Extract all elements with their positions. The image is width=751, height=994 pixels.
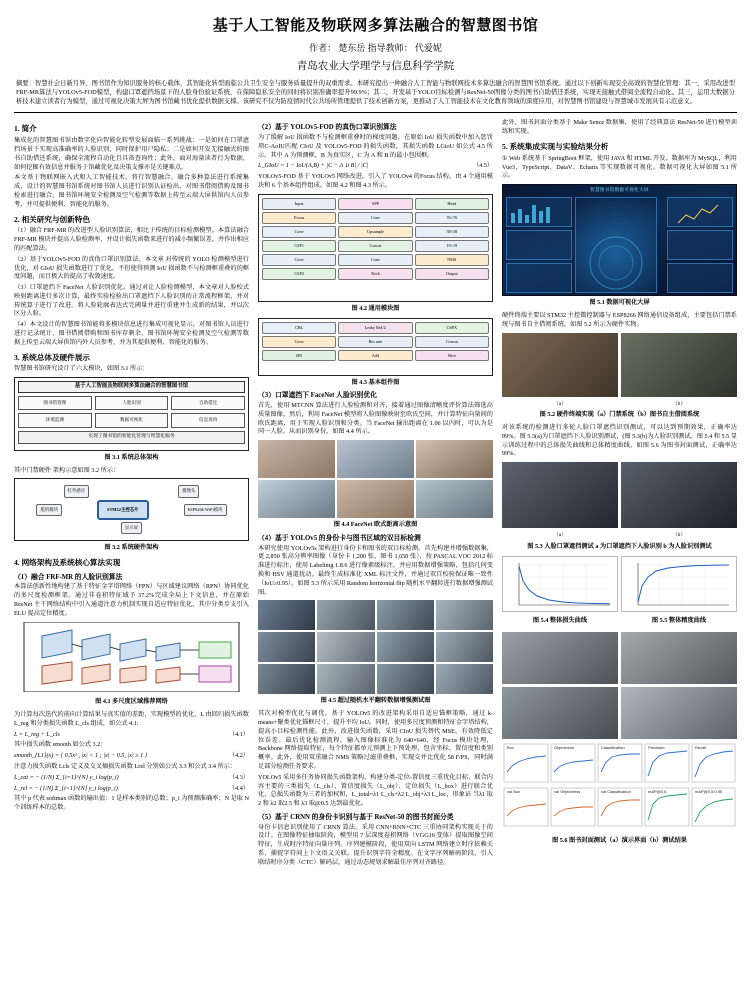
comp-box-conv: Conv: [262, 336, 336, 348]
intro-paragraph-1: 集成化的智慧图书馆由数字化向智能化转型发展面临一系列挑战：一是如何在口罩遮挡场景下实现高准确率的人脸识别，同时保护用户隐私；二是如何开发无接触式的图书自助借还系统，确保全流程自动化且具备查询性；此外，面对海量读者行为数据，如何挖掘有效信息并服务于馆藏优化及决策支撑亦是关键难点。: [14, 137, 249, 171]
svg-text:Box: Box: [507, 745, 514, 751]
hw-row-bottom: [19, 522, 244, 534]
yolofod-paragraph-1: 为了缓解 IoU 损函数不与检测框重叠时的梯度问题，在原始 IoU 损失函数中加入惩罚项C-AoIU匹配 CIoU 及 YOLOv5-FOD 的损失函数，其损失函数 LGioU 如公式 4.5 所示。其中 A 为预测框，B 为真实区，C 为 A 和 B 的最小包围框。: [258, 134, 493, 159]
comp-col-2: [338, 322, 412, 372]
comp-box-res: Res unit: [338, 336, 412, 348]
yolo-box-spp: SPP: [338, 198, 412, 210]
yolo-box-pred1: 76×76: [415, 212, 489, 224]
facenet-sample-1: [337, 440, 414, 478]
hw-node-3: ESP8266 WiFi模块: [184, 504, 227, 516]
facenet-sample-0: [258, 440, 335, 478]
arch-row-2: [18, 413, 245, 428]
network-paragraph-3: 其中损失函数 smooth 如公式 3.2：: [14, 741, 107, 749]
hw-node-4: 显示屏: [121, 522, 142, 534]
hardware-sublabel-a: （a）: [553, 400, 567, 407]
svg-text:mAP@0.5: mAP@0.5: [648, 789, 667, 795]
svg-text:val Box: val Box: [507, 789, 521, 795]
subsection-yolofod: （2）基于 YOLOv5-FOD 的真伪口罩识别算法: [258, 124, 397, 132]
loss-curve-svg: [503, 557, 617, 613]
network-paragraph-2: 为计算每次迭代的前向计算结果与真实值的差距，实现模型的优化，L 由回归损失函数L_reg 和分类损失函数 L_cls 组成，如公式 4.1:: [14, 711, 249, 727]
network-paragraph-4: 注意力损失函数 Lcls 定义及交叉熵损失函数 Lrel 分别如公式 3.3 和公式 3.4 所示：: [14, 763, 237, 771]
dashboard-decor-svg: [503, 185, 736, 296]
rpn-diagram-svg: [14, 622, 249, 692]
facenet-sample-3: [258, 480, 335, 518]
yolo-box-output: Output: [415, 268, 489, 280]
figure-caption-5-4: 图 5.4 整体损失曲线: [532, 616, 588, 624]
equation-4-2-body: smooth_{L1}(x) = { 0.5x² , |x| < 1 ; |x| − 0.5, |x| ≥ 1 }: [14, 752, 148, 760]
page-title: 基于人工智能及物联网多算法融合的智慧图书馆: [212, 18, 539, 34]
arch-cell-0: 图书馆管理: [18, 396, 92, 411]
svg-text:Precision: Precision: [648, 745, 665, 751]
section-heading-results: 5. 系统集成实现与实验结果分析: [502, 141, 609, 151]
figure-caption-5-5: 图 5.5 整体精度曲线: [651, 616, 707, 624]
equation-4-1-number: （4.1）: [228, 730, 249, 738]
arch-cell-3: 环境监测: [18, 413, 92, 428]
comp-box-cbl: CBL: [262, 322, 336, 334]
figure-caption-5-2: 图 5.2 硬件终端实现（a）门禁系统（b）图书自主借阅系统: [539, 411, 700, 419]
equation-4-2: [14, 752, 249, 761]
mask-test-sublabel-b: （b）: [672, 532, 686, 539]
equation-4-5: [258, 162, 493, 171]
svg-text:Objectness: Objectness: [554, 745, 575, 751]
comp-box-add: Add: [338, 350, 412, 362]
figure-caption-5-6: 图 5.6 图书封面测试（a）演示界面（b）测试结果: [552, 837, 687, 845]
figure-system-architecture: [14, 377, 249, 451]
yolo-box-input: Input: [262, 198, 336, 210]
resnet-paragraph: 此外，图书封面分类基于 Make Sence 数据集，使用了经典算法 ResNet-50 进行模型训练和实现。: [502, 119, 737, 136]
arch-title: 基于人工智能及物联网多算法融合的智慧图书馆: [18, 381, 245, 393]
dualtarget-paragraph-1: 本研究使用 YOLOv5s 架构进行身份卡和图书的双目标检测。首先构建并增强数据集，更 2,850 张高分辨率图像（身份卡 1,200 张、图书 1,650 张），按 PASCAL VOC 2012 标准进行标注，使用 Labelimg 1.8.6 进行像素级标注，并应用数据增强策略，包括几何变换和 HSV 通道扰动。最终生成标准化 XML 标注文件，并通过双百校验保证唯一致性（IoU≥0.95）。如图 5.3 所示采用 Random horizontal flip 随机水平翻转进行数据增强测试图。: [258, 544, 493, 596]
figure-book-cover-demo: [502, 632, 737, 739]
comp-box-concat: Concat: [415, 336, 489, 348]
hw-node-0: 红外感应: [64, 485, 90, 497]
facenet-sample-4: [337, 480, 414, 518]
svg-text:val Classification: val Classification: [601, 789, 631, 795]
results-paragraph-3: 对该系统的检测进行多轮人脸口罩遮挡识别测试，可以达到预期效果，正确率达 99%。图 5.3(a)为口罩遮挡下人脸识别测试，(图 5.3(b)为人脸识别测试。图 5.4 和 5.5 显示训练过程中的总体损失曲线和总体精度曲线，如图 5.6 为图书封面测试，正确率达 99%。: [502, 424, 737, 458]
yolo-box-conv4: Conv: [338, 254, 412, 266]
column-right: [502, 119, 737, 981]
equation-4-2-number: （4.2）: [228, 752, 249, 760]
hardware-photo-b: [621, 333, 737, 397]
aug-sample-5: [317, 632, 374, 662]
yolo-box-pred2: 38×38: [415, 226, 489, 238]
hw-node-2: 舵机模块: [36, 504, 62, 516]
arch-cell-4: 数据可视化: [95, 413, 169, 428]
system-paragraph-2: 其中门禁硬件 架构示意如图 3.2 所示：: [14, 466, 120, 474]
book-demo-photo-c: [502, 687, 618, 739]
network-paragraph-1: 本算法创新性地构建了基于特征金字塔网络（FPN）与区域建议网络（RPN）协同优化的多尺度检测框架。通过非卷积特征域予 37.2%完成全局上下文信息，并在原始 ResNet 主干网络结构中引入通道注意力机制实现自适应特征优化，其中分类步支引入 ELU 提高定位精度。: [14, 583, 249, 617]
yolo-box-pred3: 19×19: [415, 240, 489, 252]
figure-visualization-dashboard: [502, 184, 737, 296]
equation-4-5-body: L_GIoU = 1 − IoU(A,B) + |C − A ∪ B| / |C|: [258, 162, 369, 170]
figure-multiscale-rpn: [14, 622, 249, 696]
related-paragraph-3: （3）口罩遮挡下 FaceNet 人脸识别优化。通过对让人脸检测模型，本文章对人脸校式映射距离进行多次计算，最终实验检验出口罩遮挡下人脸识别的正常流程框架，并对传统算子进行了改进。将人脸轮廓表达式完阈量并进行重建并生成新的结果，并以次区分人脸。: [14, 284, 249, 318]
figure-mask-face-tests: [502, 462, 737, 540]
figure-caption-4-3: 图 4.3 基本组件图: [351, 378, 400, 386]
yolo-box-conv1: Conv: [262, 226, 336, 238]
section-heading-intro: 1. 简介: [14, 124, 37, 134]
aug-sample-8: [258, 664, 315, 694]
yolo-box-nms: NMS: [415, 254, 489, 266]
aug-sample-6: [377, 632, 434, 662]
figure-caption-5-1: 图 5.1 数据可视化大屏: [589, 299, 650, 307]
authors-line: 作者： 楚东岳 指导教师： 代爱妮: [309, 43, 442, 53]
dualtarget-paragraph-2: 其次对模型优化与调优。基于 YOLOv5 的改进架构采用自适应锚框策略，通过 k-means+聚类优化锚框尺寸，提升平均 IoU。同时，使用多尺度预测和特征金字塔结构，提高小目标检测性能。此外，改进损失函数，采用 CIoU 损失替代 MSE，有效降低定位误差。最后优化检测流程。输入图像标准化为 640×640，经 Focus 模块处理，Backbone 网络提取特征，每个特征都单元预测上下预处理，包含坐标、置信度和类别概率。此外，使用双重融合 NMS 策略过滤重叠框，实现交并比优化 58 F/PS，同时满足部分检测任务要求。: [258, 710, 493, 771]
subsection-frfmr: （1）融合 FRF-MR 的人脸识别算法: [14, 573, 123, 581]
equation-4-4-number: （4.4）: [228, 784, 249, 792]
related-paragraph-4: （4）本文设计的智慧图书馆能将多模块信息进行集成可视化显示。对图书馆人员进行进行记录统计、图书借阅借购和图书库存剩余、图书馆环境安全检测及空气检测等数据上传至云端大屏供馆内外人员参考，并为其提供便利、智能化的服务。: [14, 321, 249, 346]
comp-col-3: [415, 322, 489, 372]
yolo-box-upsample: Upsample: [338, 226, 412, 238]
figure-caption-3-1: 图 3.1 系统总体架构: [104, 453, 159, 461]
intro-paragraph-2: 本文基于物联网嵌入式和人工智能技术，将行智慧融合、融合多种算法进行系统集成，设计的智慧图书馆系统对图书馆人员进行识别认证检出、对图书借阅借购及图书检索进行融合、图书馆环境安全检测及空气检测等数据上传至云端大屏供馆内人员参考，并可提供便利、智能化的服务。: [14, 174, 249, 208]
equation-4-3-body: L_cat = − (1/N) Σ_{i=1}^{N} y_i log(p_i): [14, 773, 119, 781]
subsection-facenet: （3）口罩遮挡下 FaceNet 人脸识别优化: [258, 392, 377, 400]
section-heading-network: 4. 网络架构及系统核心算法实现: [14, 557, 121, 567]
yolo-box-conv3: Conv: [338, 212, 412, 224]
arch-cell-5: 信息查询: [171, 413, 245, 428]
figure-augmentation-grid: [258, 600, 493, 694]
column-middle: [258, 119, 493, 981]
figure-caption-4-5: 图 4.5 超过随机水平翻转数据增强测试图: [320, 697, 431, 705]
hw-mcu: STM32主控芯片: [97, 500, 148, 520]
yolo-box-csp1: CSP1: [262, 240, 336, 252]
yolo-box-concat: Concat: [338, 240, 412, 252]
header-divider: [14, 112, 737, 113]
section-heading-system: 3. 系统总体及硬件展示: [14, 352, 90, 362]
figure-hardware-photos: [502, 333, 737, 409]
facenet-sample-2: [416, 440, 493, 478]
yolo-box-focus: Focus: [262, 212, 336, 224]
figure-caption-4-1: 图 4.1 多尺度区域推荐网络: [95, 698, 168, 706]
svg-text:val Objectness: val Objectness: [554, 789, 581, 795]
mask-test-photo-b: [621, 462, 737, 528]
yolo-col-2: [338, 198, 412, 298]
figure-training-metrics-panels: [502, 742, 737, 834]
affiliation-line: 青岛农业大学理学与信息科学学院: [296, 61, 455, 72]
yolo-box-head1: Head: [415, 198, 489, 210]
yolofod-paragraph-2: YOLOv5-FOD 基于 YOLOv5 网络改进，引入了 YOLOv4 的Focus 结构，由 4 个通用模块和 6 个基本组件组成。如图 4.2 和图 4.3 所示。: [258, 173, 493, 189]
chart-accuracy-curve: [621, 556, 737, 612]
svg-text:mAP@0.5:0.95: mAP@0.5:0.95: [695, 789, 723, 795]
yolo-col-1: [262, 198, 336, 298]
yolo-box-conv2: Conv: [262, 254, 336, 266]
aug-sample-3: [436, 600, 493, 630]
equation-4-3-number: （4.3）: [228, 773, 249, 781]
dualtarget-paragraph-3: YOLOv5 采用多任务协同损失函数架构，构建分类-定位-置信度三重优化目标，联合内容主要的三类损失（L_cls）、置信度损失（L_obj）、定位损失（L_box）进行联合优化，总损失函数为三者的加权和，L_total=λ1 L_cls+λ2 L_obj+λ3 L_loc，形象证 当λ1 取2 和 λ2 取2.5 和 λ3 取@0.5 达到最优化。: [258, 773, 493, 808]
arch-cell-1: 人脸识别: [95, 396, 169, 411]
figure-general-module: [258, 194, 493, 302]
hw-node-1: 摄像头: [178, 485, 199, 497]
results-paragraph-1: ① Web 系统基于 SpringBoot 框架，使用 JAVA 和 HTML 开发。数据库为 MySQL，利用 Vue3、TypeScript、DataV、Echarts 等实现数据可视化。数据可视化大屏如图 5.1 所示。: [502, 154, 737, 180]
figure-caption-4-2: 图 4.2 通用模块图: [351, 304, 400, 312]
results-paragraph-2: 硬件终端主要以 STM32 主控微控制器与 ESP8266 网络通信设备组成，主要包括门禁系统与图书自主借阅系统。如图 5.2 所示为硬件实物。: [502, 311, 737, 328]
related-paragraph-2: （2）基于YOLOv5-FOD 的真伪口罩识别算法。本文章 对传统的 YOLO 检测模型进行优化，对 GIoU 损失函数进行了优化，不但使得预测 IoU 损函数不与检测框重叠的的框度问题，而且极大的提高了收敛速度。: [14, 255, 249, 281]
aug-sample-0: [258, 600, 315, 630]
column-left: [14, 119, 249, 981]
comp-col-1: [262, 322, 336, 372]
subsection-dualtarget: （4）基于 YOLOv5 的身份卡与图书区域的双目标检测: [258, 535, 421, 543]
aug-sample-10: [377, 664, 434, 694]
svg-text:Recall: Recall: [695, 745, 707, 751]
abstract-text: 摘要：智慧社会日新月异，图书馆作为知识服务的核心载体，其智能化转型面临公共卫生安全与服务质量提升的双重需求。本研究提出一种融合人工智能与物联网技术多算法融合的智慧图书馆系统。通过以下创新实现安全高效的智慧化管理：其一，采用改进型FRF-MR算法与YOLOv5-FOD模型，构建口罩遮挡场景下的人脸身份验证系统，在保障隐私安全的同时将识别准确率提升99.9%；其二，开发基于YOLO目标检测与ResNet-50图像分类的图书自助借还系统，实现无接触式借阅全流程自动化。其三，运用大数据分析技术建立读者行为模型，通过可视化决策大屏为图书馆藏书优化提供数据支撑。该研究不仅为防疫情时代公共场所管理提供了技术创新方案，更推动了人工智能技术在文化教育领域的深度应用，对智慧图书馆建设与智慧城市发展具有示范意义。: [16, 80, 735, 106]
three-column-body: [14, 119, 737, 981]
related-paragraph-1: （1）融合 FRF-MR 的改进型人脸识别算法，相比于传统的目标检测模型。本算法融合 FRF-MR 模块并提高人脸检测率，并设计损失函数来进行的减小频繁误差，并作出相应的匹配算法。: [14, 227, 249, 252]
figure-basic-components: [258, 318, 493, 376]
equation-4-1-body: L = L_reg + L_cls: [14, 730, 60, 738]
equation-4-5-number: （4.5）: [472, 162, 493, 170]
system-paragraph-1: 智慧图书馆研究设计了六大模块，如图 3.1 所示：: [14, 365, 149, 373]
figure-caption-5-3: 图 5.3 人脸口罩遮挡测试 a 为口罩遮挡下人脸识别 b 为人脸识别测试: [527, 542, 712, 550]
equation-4-1: [14, 731, 249, 740]
aug-sample-9: [317, 664, 374, 694]
aug-sample-7: [436, 632, 493, 662]
figure-caption-4-4: 图 4.4 FaceNet 欧式距离示意图: [333, 521, 418, 529]
section-heading-related: 2. 相关研究与创新特色: [14, 214, 90, 224]
aug-sample-11: [436, 664, 493, 694]
network-paragraph-5: 其中 p 代表 softmax 函数的输出值：1 是样本类别的总数；p_i 为预测准确率；N 是取 N 个训练样本的总数。: [14, 795, 249, 812]
comp-box-leaky: Leaky ReLU: [338, 322, 412, 334]
metrics-panels-svg: [502, 742, 737, 830]
equation-4-4-body: L_rel = − (1/N) Σ_{i=1}^{N} y_i log(p_i): [14, 784, 118, 792]
hardware-photo-a: [502, 333, 618, 397]
comp-box-slice: Slice: [415, 350, 489, 362]
book-demo-photo-a: [502, 632, 618, 684]
hw-row-top: [19, 485, 244, 497]
mask-test-photo-a: [502, 462, 618, 528]
equation-4-4: [14, 785, 249, 794]
aug-sample-4: [258, 632, 315, 662]
yolo-col-3: [415, 198, 489, 298]
figure-facenet-distance: [258, 440, 493, 518]
aug-sample-2: [377, 600, 434, 630]
comp-box-bn: BN: [262, 350, 336, 362]
arch-cell-2: 自助借还: [171, 396, 245, 411]
accuracy-curve-svg: [622, 557, 736, 613]
arch-row-1: [18, 396, 245, 411]
yolo-box-csp2: CSP2: [262, 268, 336, 280]
mask-test-sublabel-a: （a）: [553, 532, 567, 539]
subsection-crnn: （5）基于 CRNN 的身份卡识别与基于 ResNet-50 的图书封面分类: [258, 814, 454, 821]
book-demo-photo-d: [621, 687, 737, 739]
chart-loss-curve: [502, 556, 618, 612]
equation-4-3: [14, 774, 249, 783]
facenet-paragraph-1: 首先，使用 MTCNN 算法进行人脸检测和对齐，接着通过图像清晰度评价算法筛选高质量图像。然后，利用 FaceNet 模型将人脸图像映射至欧氏空间，并计算特征向量间的欧氏距离，用于实现人脸识别和分类。当 FaceNet 输出距离在 1.06 以内时，可认为是同一人脸。从而识别身份，如图 4.4 所示。: [258, 402, 493, 436]
hardware-sublabel-b: （b）: [672, 400, 686, 407]
aug-sample-1: [317, 600, 374, 630]
arch-band: 实现了图书馆的智能化管理与智慧化服务: [18, 431, 245, 444]
figure-hardware-architecture: [14, 478, 249, 541]
book-demo-photo-b: [621, 632, 737, 684]
figure-caption-3-2: 图 3.2 系统硬件架构: [104, 544, 159, 552]
hw-row-mid: [19, 500, 244, 520]
facenet-sample-5: [416, 480, 493, 518]
svg-text:Classification: Classification: [601, 745, 625, 751]
figure-curves-pair: [502, 556, 737, 630]
crnn-paragraph-1: 身份卡信息识别使用了 CRNN 算法。采用 CNN+RNN+CTC 三重协同架构实现关于的设计。在图像特征抽取阶段，模型用 7 层深度卷积网络（VGG16 变体）提取图像空间特征，生成时序特征向量序列。序列建模阶段，使用双向 LSTM 网络建立时序依赖关系，捕捉字符间上下文语义关联。提升识别字符全精度。在文字序列解码阶段，引入联结时序分类（CTC）解码层，通过动态规划求解最佳序列对齐路径。: [258, 823, 493, 866]
dashboard-title: 智慧图书馆数据可视化大屏: [590, 187, 649, 193]
comp-box-cspx: CSPX: [415, 322, 489, 334]
yolo-box-neck: Neck: [338, 268, 412, 280]
